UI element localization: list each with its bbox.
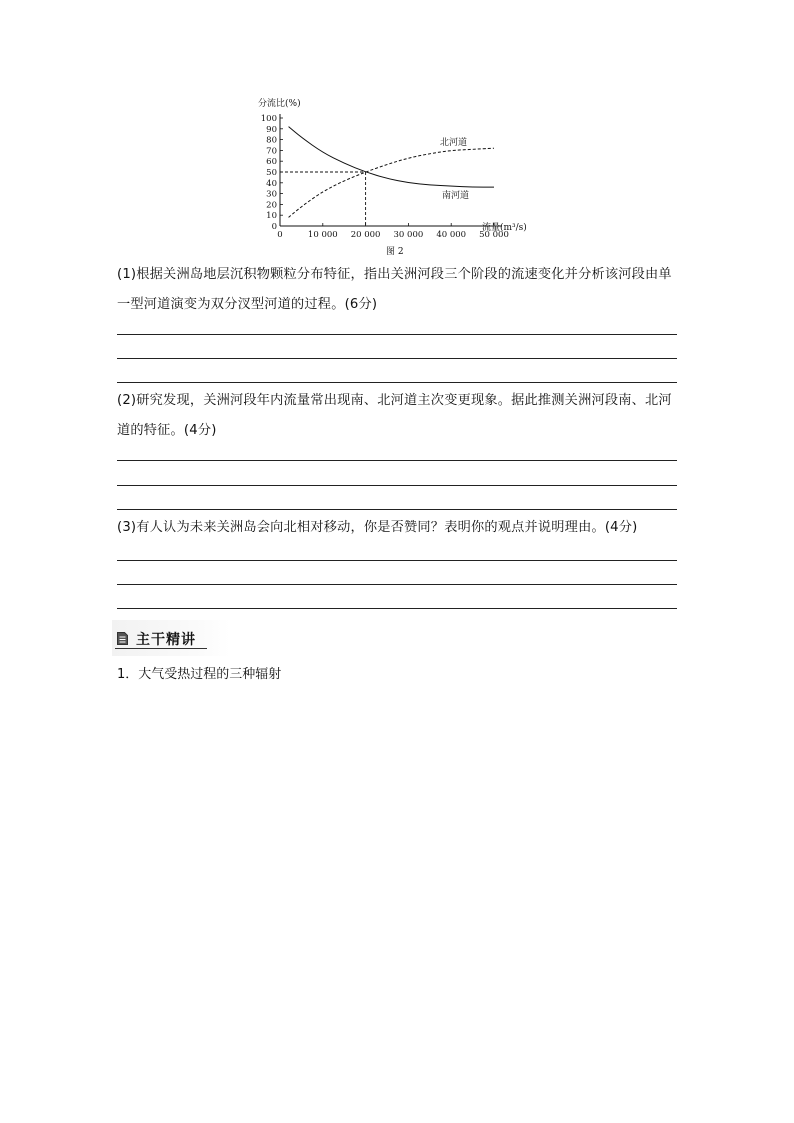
answer-line[interactable] [117, 608, 677, 609]
legend-north: 北河道 [440, 138, 468, 148]
answer-line[interactable] [117, 584, 677, 585]
question-1: (1)根据关洲岛地层沉积物颗粒分布特征，指出关洲河段三个阶段的流速变化并分析该河段由单一型河道演变为双分汊型河道的过程。(6分) [117, 267, 672, 312]
list-item-1: 1．大气受热过程的三种辐射 [117, 667, 282, 682]
question-3: (3)有人认为未来关洲岛会向北相对移动，你是否赞同？表明你的观点并说明理由。(4分) [117, 520, 638, 535]
x-tick-label: 40 000 [436, 230, 467, 240]
question-2: (2)研究发现，关洲河段年内流量常出现南、北河道主次变更现象。据此推测关洲河段南、北河道的特征。(4分) [117, 393, 672, 438]
answer-line[interactable] [117, 560, 677, 561]
series-line-north [289, 148, 494, 217]
figure-caption: 图 2 [386, 247, 404, 257]
y-tick-label: 80 [266, 135, 277, 146]
answer-line[interactable] [117, 509, 677, 510]
y-tick-label: 90 [266, 124, 277, 135]
x-tick-label: 50 000 [479, 230, 509, 240]
y-tick-label: 50 [266, 168, 277, 178]
y-tick-label: 100 [260, 114, 277, 124]
series-line-south [289, 127, 494, 187]
flow-ratio-chart [252, 92, 527, 258]
y-tick-label: 60 [266, 157, 277, 168]
answer-line[interactable] [117, 485, 677, 486]
answer-line[interactable] [117, 460, 677, 461]
x-tick-label: 30 000 [393, 230, 424, 240]
section-underline [115, 648, 207, 649]
y-axis-label: 分流比(%) [258, 99, 301, 109]
y-tick-label: 20 [266, 200, 277, 211]
answer-line[interactable] [117, 382, 677, 383]
answer-line[interactable] [117, 358, 677, 359]
y-tick-label: 0 [271, 222, 277, 232]
x-axis-label: 流量(m³/s) [482, 223, 527, 233]
section-title: 主干精讲 [136, 632, 196, 648]
y-tick-label: 40 [266, 178, 277, 189]
legend-south: 南河道 [442, 191, 470, 201]
x-tick-label: 10 000 [307, 230, 338, 240]
figure-2 [252, 92, 527, 258]
answer-line[interactable] [117, 334, 677, 335]
document-icon [117, 632, 128, 645]
x-tick-label: 20 000 [350, 230, 381, 240]
section-header [112, 620, 230, 656]
x-tick-label: 0 [277, 230, 283, 240]
y-tick-label: 10 [266, 211, 277, 222]
y-tick-label: 30 [266, 189, 277, 200]
y-tick-label: 70 [266, 146, 277, 157]
